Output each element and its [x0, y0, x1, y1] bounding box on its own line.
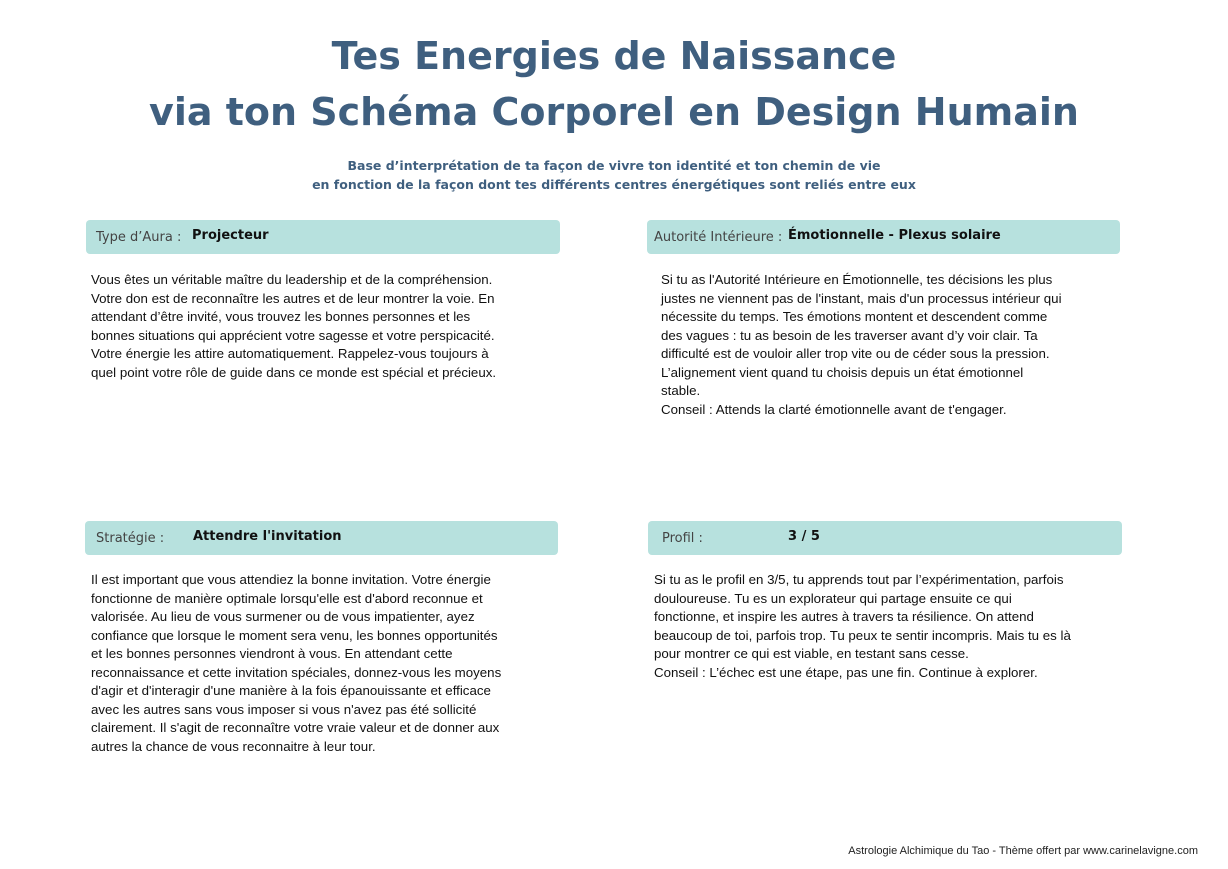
aura-description: Vous êtes un véritable maître du leadership et de la compréhension. Votre don est de reconnaître les autres et de leur montrer la voie. En attendant d’être invité, vous trouvez les bonnes personnes et les bonnes situations qui apprécient votre sagesse et votre perspicacité. Votre énergie les attire automatiquement. Rappelez-vous toujours à quel point votre rôle de guide dans ce monde est spécial et précieux. [91, 272, 497, 380]
strategie-label: Stratégie : [96, 531, 165, 546]
footer-credit: Astrologie Alchimique du Tao - Thème offert par www.carinelavigne.com [848, 845, 1198, 857]
profil-header-bar [648, 521, 1122, 555]
profil-description: Si tu as le profil en 3/5, tu apprends tout par l’expérimentation, parfois douloureuse. Tu es un explorateur qui partage ensuite ce qui fonctionne, et inspire les autres à travers ta résilience. On attend beaucoup de toi, parfois trop. Tu peux te sentir incompris. Mais tu es là pour montrer ce qui est viable, en testant sans cesse. Conseil : L’échec est une étape, pas une fin. Continue à explorer. [654, 572, 1071, 680]
aura-label: Type d’Aura : [96, 230, 182, 245]
autorite-label: Autorité Intérieure : [654, 230, 783, 245]
strategie-value: Attendre l'invitation [193, 529, 342, 544]
aura-header-bar [86, 220, 560, 254]
page-title-line2: via ton Schéma Corporel en Design Humain [149, 90, 1079, 134]
page-subtitle-line1: Base d’interprétation de ta façon de vivre ton identité et ton chemin de vie [347, 158, 881, 173]
strategie-header-bar [85, 521, 558, 555]
page-subtitle-line2: en fonction de la façon dont tes différents centres énergétiques sont reliés entre eux [312, 177, 916, 192]
profil-label: Profil : [662, 531, 703, 546]
autorite-value: Émotionnelle - Plexus solaire [788, 228, 1001, 243]
autorite-description: Si tu as l'Autorité Intérieure en Émotionnelle, tes décisions les plus justes ne viennent pas de l'instant, mais d'un processus intérieur qui nécessite du temps. Tes émotions montent et descendent comme des vagues : tu as besoin de les traverser avant d’y voir clair. Ta difficulté est de vouloir aller trop vite ou de céder sous la pression. L’alignement vient quand tu choisis depuis un état émotionnel stable. Conseil : Attends la clarté émotionnelle avant de t'engager. [661, 272, 1062, 417]
autorite-header-bar [647, 220, 1120, 254]
page-title-line1: Tes Energies de Naissance [331, 34, 897, 78]
profil-value: 3 / 5 [788, 529, 820, 544]
aura-value: Projecteur [192, 228, 269, 243]
strategie-description: Il est important que vous attendiez la bonne invitation. Votre énergie fonctionne de manière optimale lorsqu'elle est d'abord reconnue et valorisée. Au lieu de vous surmener ou de vous impatienter, ayez confiance que lorsque le moment sera venu, les bonnes opportunités et les bonnes personnes viendront à vous. En attendant cette reconnaissance et cette invitation spéciales, donnez-vous les moyens d'agir et d'interagir d'une manière à la fois épanouissante et efficace avec les autres sans vous imposer si vous n'avez pas été sollicité clairement. Il s'agit de reconnaître votre vraie valeur et de donner aux autres la chance de vous reconnaitre à leur tour. [91, 572, 502, 754]
